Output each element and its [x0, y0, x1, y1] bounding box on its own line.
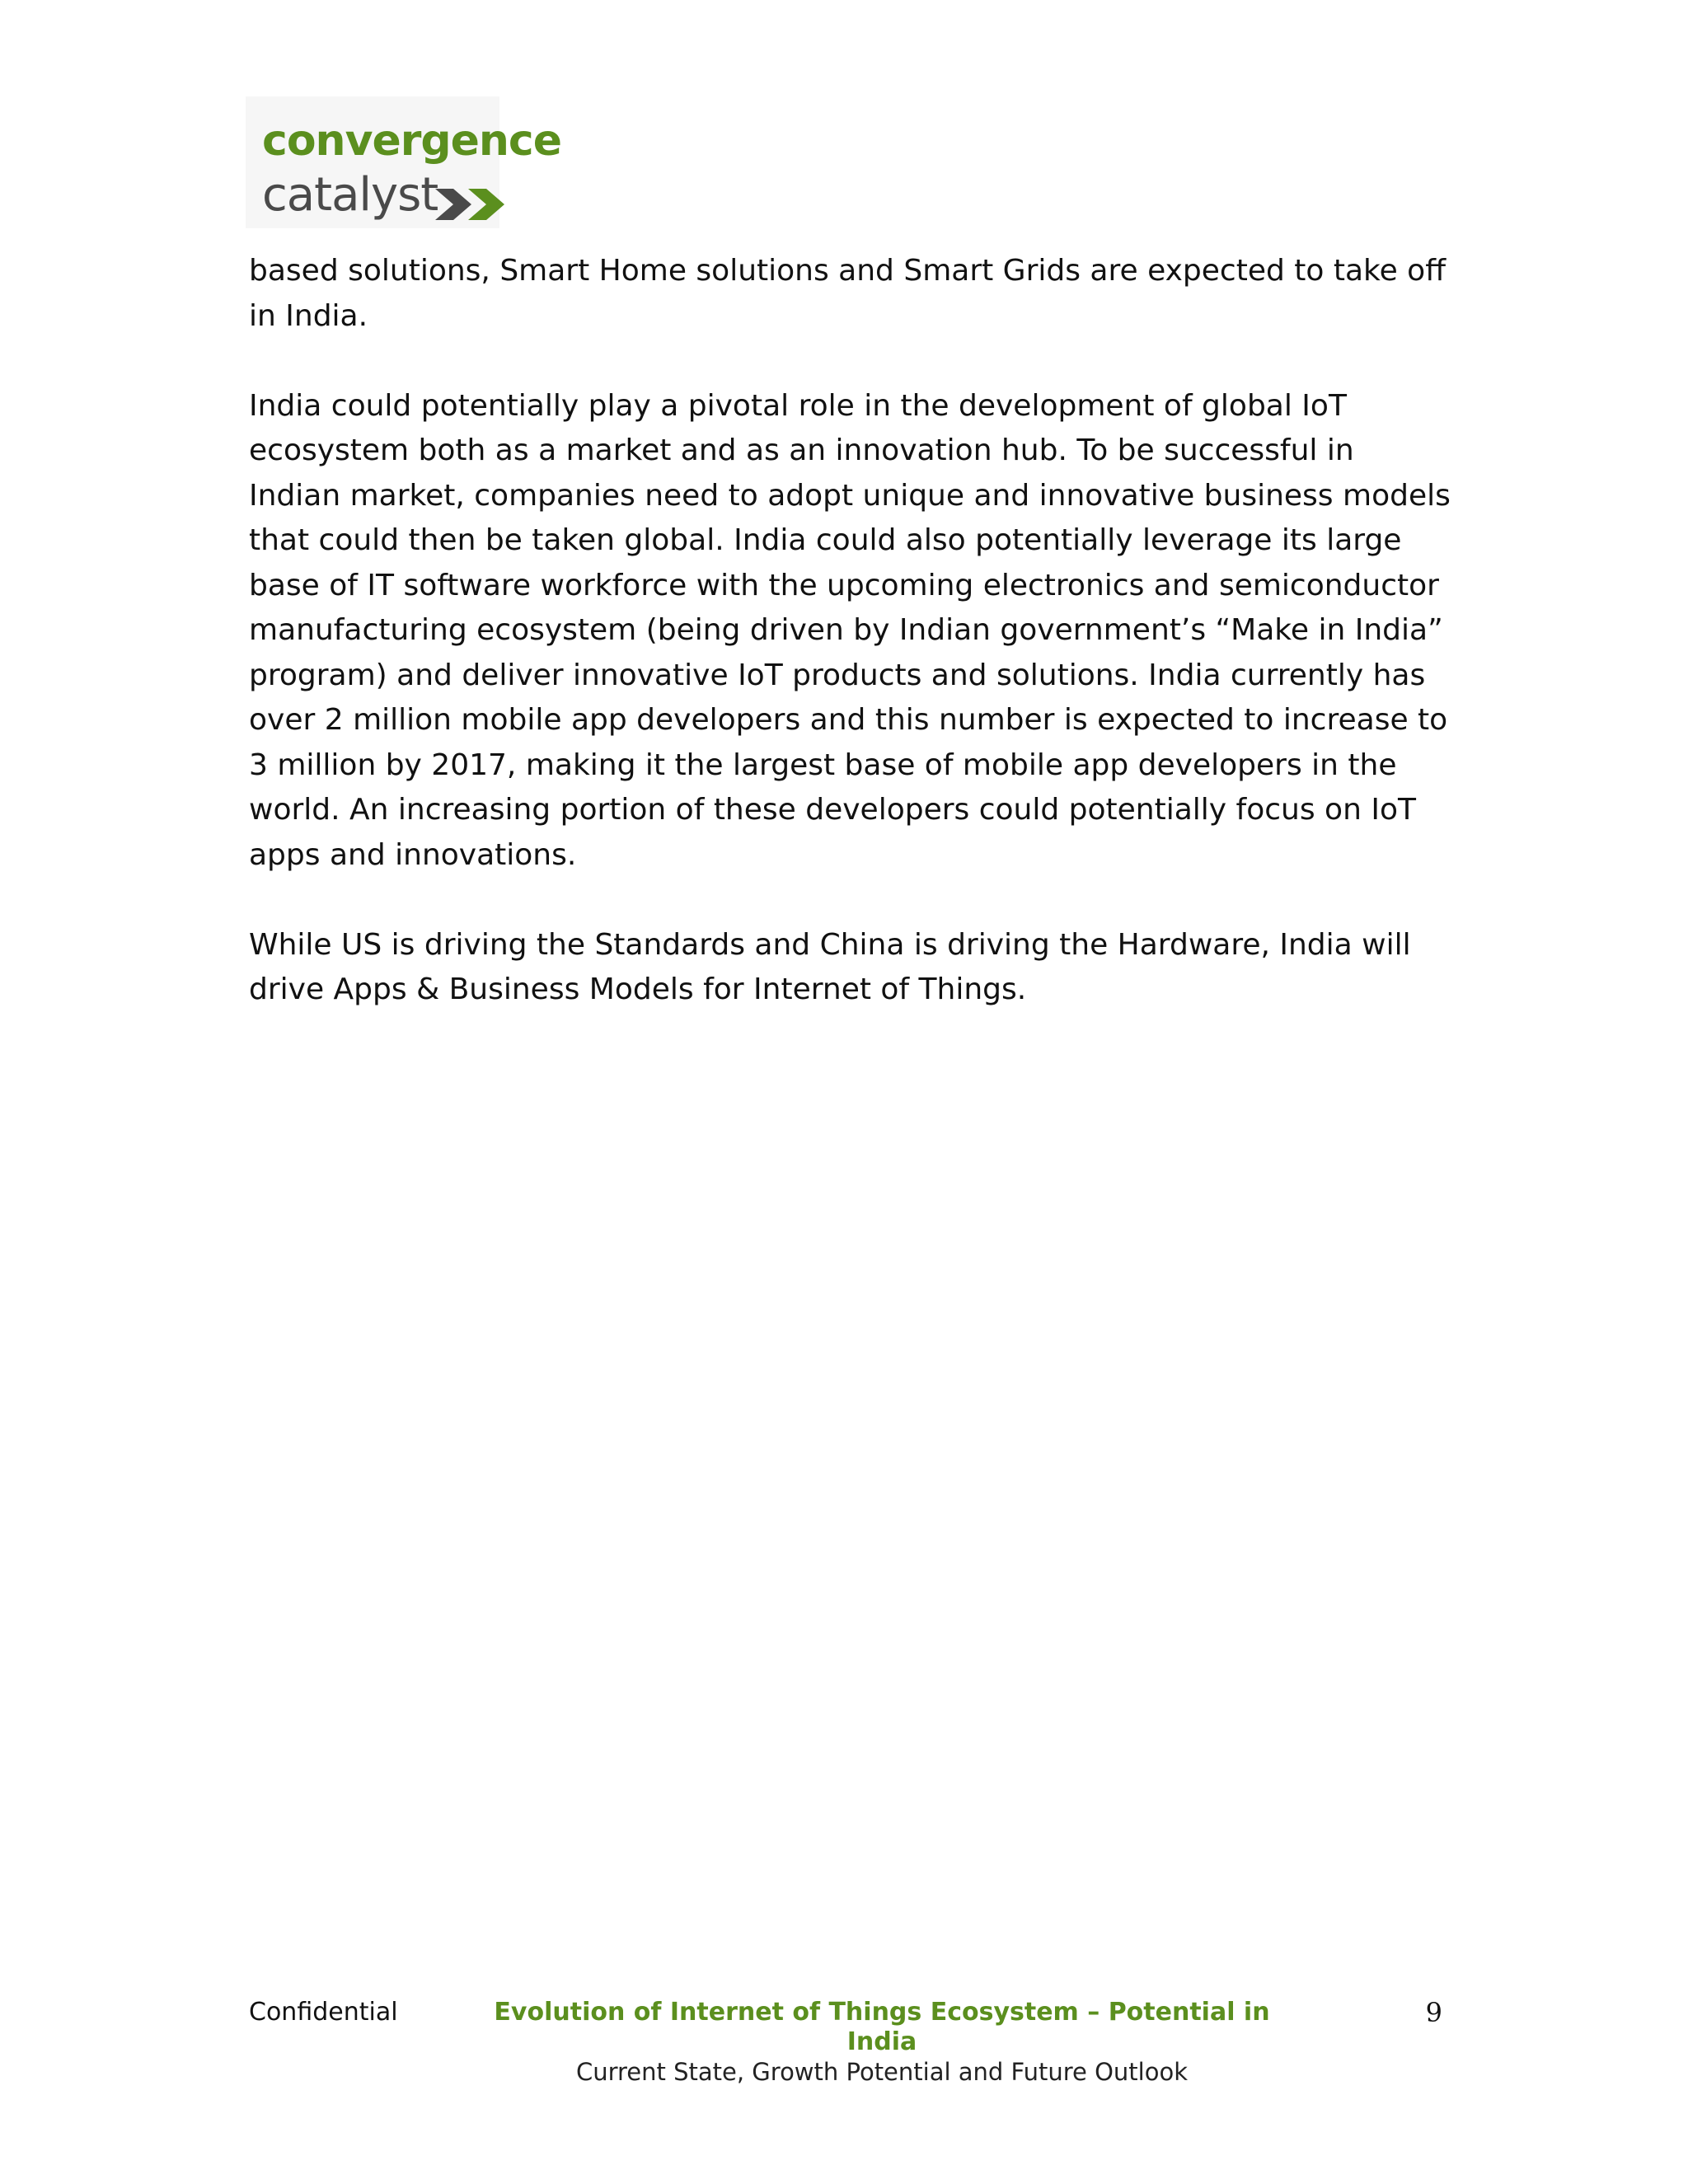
company-logo	[246, 96, 561, 228]
paragraph-1: based solutions, Smart Home solutions and Smart Grids are expected to take off in India.	[249, 254, 1447, 333]
footer-document-title	[478, 1998, 1286, 2087]
page-number: 9	[1425, 1997, 1442, 2028]
logo-text-convergence: convergence	[262, 116, 561, 166]
footer-title: Evolution of Internet of Things Ecosystem – Potential in India	[494, 1998, 1270, 2056]
paragraph-3: While US is driving the Standards and China is driving the Hardware, India will drive Apps & Business Models for Internet of Things.	[249, 927, 1411, 1006]
confidential-label: Confidential	[249, 1998, 398, 2027]
body-text	[249, 249, 1452, 1057]
footer-subtitle: Current State, Growth Potential and Future Outlook	[575, 2058, 1189, 2086]
logo-text-catalyst: catalyst	[262, 168, 438, 222]
paragraph-2: India could potentially play a pivotal role in the development of global IoT ecosystem both as a market and as an innovation hub. To be successful in Indian market, companies need to adopt unique and innovative business models that could then be taken global. India could also potentially leverage its large base of IT software workforce with the upcoming electronics and semiconductor manufacturing ecosystem (being driven by Indian government’s “Make in India” program) and deliver innovative IoT products and solutions. India currently has over 2 million mobile app developers and this number is expected to increase to 3 million by 2017, making it the largest base of mobile app developers in the world. An increasing portion of these developers could potentially focus on IoT apps and innovations.	[249, 388, 1451, 872]
double-chevron-icon	[435, 185, 511, 223]
